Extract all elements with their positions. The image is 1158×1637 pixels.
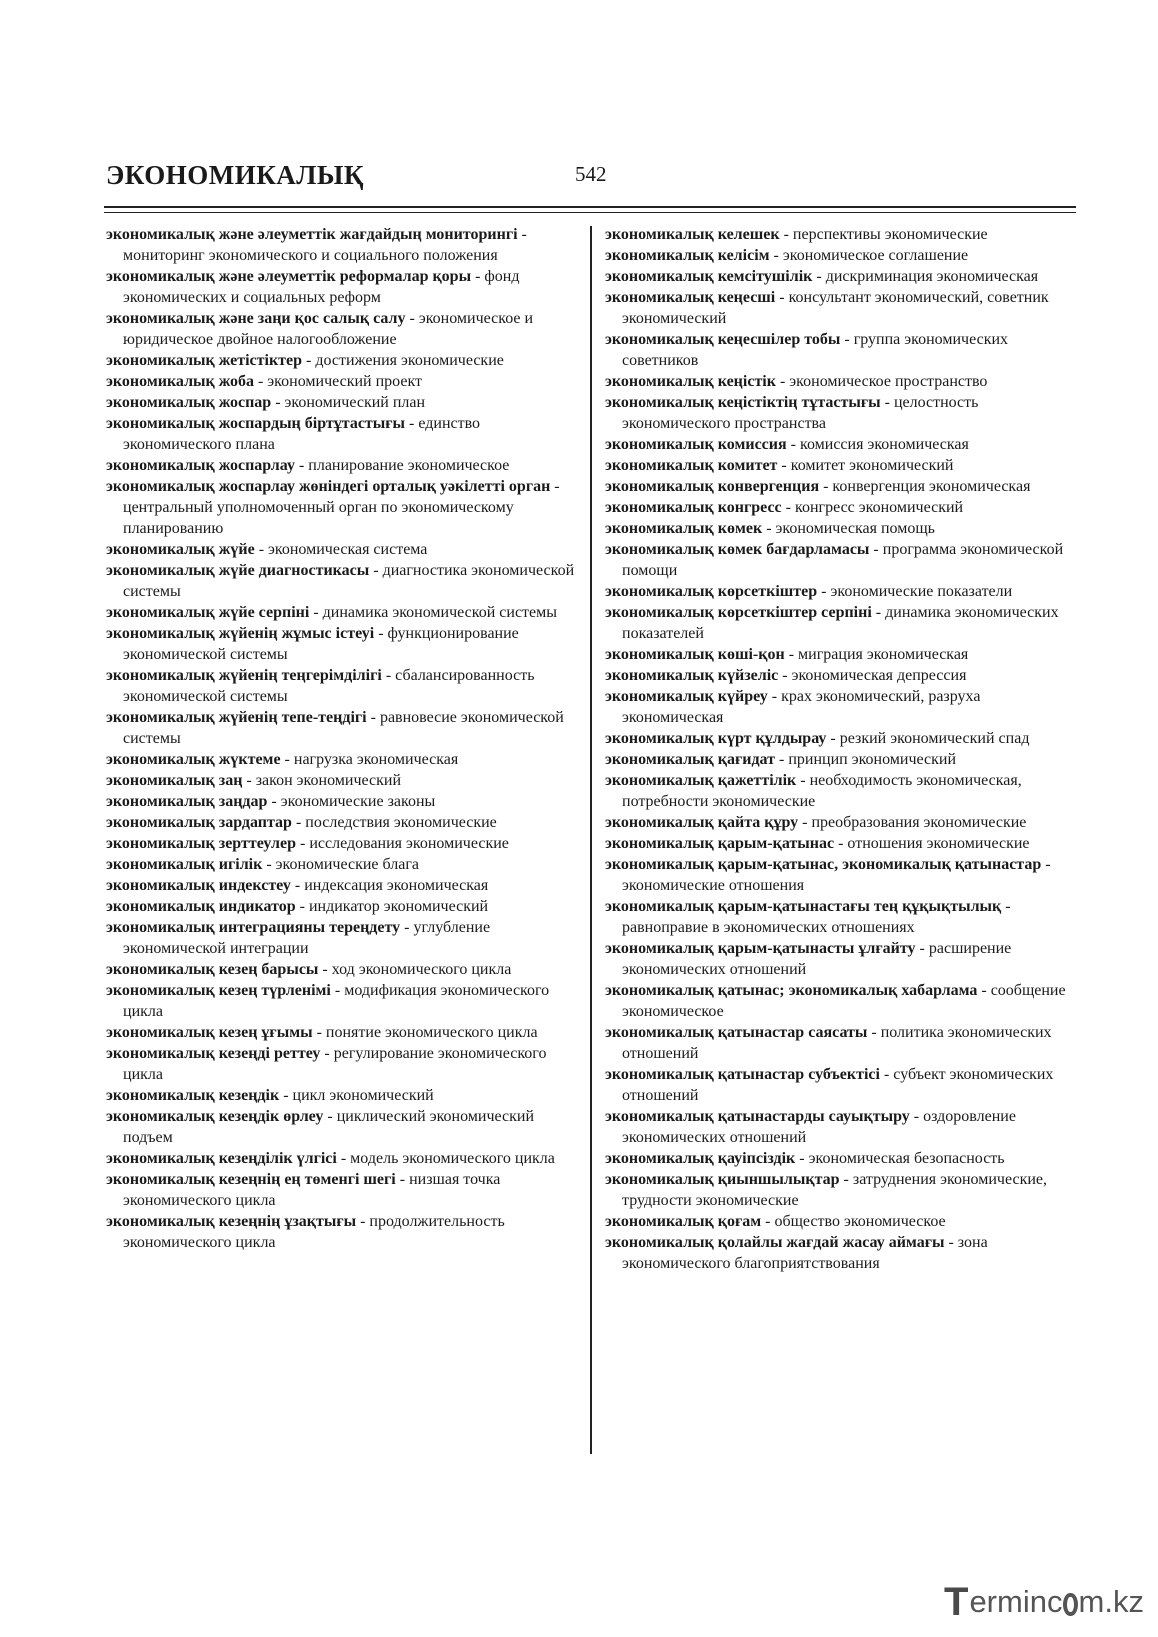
entry-definition: центральный уполномоченный орган по экономическому планированию: [123, 499, 514, 537]
dictionary-entry: [106, 623, 580, 665]
dictionary-entry: [605, 1106, 1079, 1148]
entry-separator: -: [302, 352, 316, 369]
entry-separator: -: [254, 541, 269, 558]
dictionary-entry: [106, 1211, 580, 1253]
dictionary-entry: [106, 770, 580, 791]
dictionary-entry: [605, 329, 1079, 371]
entry-separator: -: [915, 940, 929, 957]
dictionary-entry: [605, 434, 1079, 455]
entry-definition: экономическая безопасность: [808, 1150, 1005, 1167]
dictionary-entry: [106, 224, 580, 266]
entry-definition: исследования экономические: [309, 835, 509, 852]
entry-definition: крах экономический, разруха экономическая: [622, 688, 981, 726]
entry-definition: модификация экономического цикла: [123, 982, 550, 1020]
dictionary-entry: [106, 371, 580, 392]
entry-term: экономикалық кезеңділік үлгісі: [106, 1150, 337, 1167]
entry-separator: -: [779, 226, 793, 243]
dictionary-entry: [605, 371, 1079, 392]
entry-definition: конгресс экономический: [794, 499, 964, 516]
entry-definition: преобразования экономические: [811, 814, 1027, 831]
dictionary-entry: [106, 476, 580, 539]
entry-definition: экономическая система: [268, 541, 428, 558]
entry-term: экономикалық қарым-қатынас, экономикалық қатынастар: [605, 856, 1042, 873]
dictionary-entry: [605, 980, 1079, 1022]
entry-separator: -: [880, 394, 894, 411]
entry-definition: необходимость экономическая, потребности экономические: [622, 772, 1022, 810]
entry-term: экономикалық кезеңді реттеу: [106, 1045, 321, 1062]
entry-term: экономикалық заң: [106, 772, 243, 789]
entry-separator: -: [796, 772, 810, 789]
entry-term: экономикалық қатынастар субъектісі: [605, 1066, 880, 1083]
entry-definition: фонд экономических и социальных реформ: [123, 268, 520, 306]
entry-separator: -: [312, 1024, 326, 1041]
entry-term: экономикалық қажеттілік: [605, 772, 797, 789]
entry-separator: -: [775, 373, 790, 390]
entry-term: экономикалық кезең барысы: [106, 961, 319, 978]
entry-separator: -: [330, 982, 345, 999]
entry-definition: низшая точка экономического цикла: [123, 1171, 501, 1209]
dictionary-entry: [106, 980, 580, 1022]
entry-term: экономикалық және әлеуметтік жағдайдың мониторингі: [106, 226, 518, 243]
entry-definition: комиссия экономическая: [799, 436, 969, 453]
entry-definition: равноправие в экономических отношениях: [622, 919, 915, 936]
entry-separator: -: [400, 919, 414, 936]
dictionary-entry: [605, 665, 1079, 686]
dictionary-entry: [605, 287, 1079, 329]
dictionary-entry: [605, 833, 1079, 854]
dictionary-entry: [605, 1064, 1079, 1106]
entry-term: экономикалық жүйенің теңгерімділігі: [106, 667, 382, 684]
entry-term: экономикалық кеңесшілер тобы: [605, 331, 841, 348]
entry-separator: -: [775, 289, 789, 306]
entry-separator: -: [279, 1087, 293, 1104]
entry-term: экономикалық кезең ұғымы: [106, 1024, 313, 1041]
entry-separator: -: [242, 772, 256, 789]
dictionary-entry: [106, 896, 580, 917]
entry-separator: -: [778, 667, 792, 684]
header-rule-thick: [104, 206, 1076, 208]
entry-definition: общество экономическое: [774, 1213, 946, 1230]
entry-definition: экономическое и юридическое двойное налогообложение: [123, 310, 534, 348]
entry-definition: принцип экономический: [788, 751, 957, 768]
dictionary-entry: [106, 854, 580, 875]
dictionary-entry: [106, 917, 580, 959]
dictionary-entry: [605, 455, 1079, 476]
entry-term: экономикалық қарым-қатынастағы тең құқықтылық: [605, 898, 1002, 915]
dictionary-entry: [106, 602, 580, 623]
entry-definition: экономическая депрессия: [791, 667, 967, 684]
entry-term: экономикалық кезеңдік өрлеу: [106, 1108, 324, 1125]
entry-definition: понятие экономического цикла: [325, 1024, 538, 1041]
entry-definition: резкий экономический спад: [839, 730, 1030, 747]
dictionary-entry: [605, 854, 1079, 896]
dictionary-entry: [106, 1148, 580, 1169]
entry-definition: циклический экономический подъем: [123, 1108, 535, 1146]
dictionary-entry: [106, 308, 580, 350]
entry-separator: -: [294, 457, 309, 474]
entry-term: экономикалық жүйенің жұмыс істеуі: [106, 625, 375, 642]
entry-definition: динамика экономических показателей: [622, 604, 1059, 642]
dictionary-entry: [605, 602, 1079, 644]
dictionary-entry: [605, 1148, 1079, 1169]
dictionary-entry: [106, 665, 580, 707]
entry-term: экономикалық жоспар: [106, 394, 272, 411]
entry-definition: сбалансированность экономической системы: [123, 667, 535, 705]
dictionary-entry: [106, 749, 580, 770]
entry-separator: -: [777, 457, 791, 474]
logo-text-part2: m: [1078, 1584, 1105, 1619]
entry-separator: -: [374, 625, 388, 642]
entry-separator: -: [366, 709, 380, 726]
entry-term: экономикалық және заңи қос салық салу: [106, 310, 406, 327]
entry-definition: углубление экономической интеграции: [123, 919, 491, 957]
entry-separator: -: [253, 373, 268, 390]
entry-separator: -: [309, 604, 323, 621]
entry-definition: отношения экономические: [847, 835, 1030, 852]
entry-definition: закон экономический: [255, 772, 401, 789]
entry-definition: экономические блага: [275, 856, 420, 873]
entry-separator: -: [817, 583, 831, 600]
dictionary-entry: [106, 1022, 580, 1043]
dictionary-entry: [605, 1022, 1079, 1064]
entry-term: экономикалық зерттеулер: [106, 835, 296, 852]
entry-term: экономикалық кеңесші: [605, 289, 776, 306]
entry-separator: -: [795, 1150, 809, 1167]
entry-definition: экономические отношения: [622, 877, 805, 894]
entry-separator: -: [819, 478, 833, 495]
entry-separator: -: [267, 793, 281, 810]
entry-term: экономикалық қатынастарды сауықтыру: [605, 1108, 910, 1125]
dictionary-entry: [106, 1043, 580, 1085]
entry-separator: -: [781, 499, 795, 516]
entry-definition: ход экономического цикла: [331, 961, 512, 978]
dictionary-entry: [106, 875, 580, 896]
entry-term: экономикалық заңдар: [106, 793, 268, 810]
entry-separator: -: [784, 646, 799, 663]
entry-definition: экономическая помощь: [775, 520, 935, 537]
dictionary-entry: [605, 686, 1079, 728]
entry-term: экономикалық жүктеме: [106, 751, 281, 768]
entry-term: экономикалық көші-қон: [605, 646, 785, 663]
dictionary-entry: [605, 518, 1079, 539]
entry-definition: цикл экономический: [292, 1087, 434, 1104]
entry-separator: -: [761, 1213, 775, 1230]
dictionary-entry: [605, 644, 1079, 665]
entry-definition: экономический план: [284, 394, 426, 411]
entry-definition: консультант экономический, советник экономический: [622, 289, 1049, 327]
entry-term: экономикалық күрт құлдырау: [605, 730, 827, 747]
entry-term: экономикалық көмек бағдарламасы: [605, 541, 870, 558]
entry-term: экономикалық қағидат: [605, 751, 775, 768]
entry-separator: -: [262, 856, 276, 873]
entry-term: экономикалық зардаптар: [106, 814, 292, 831]
entry-definition: индексация экономическая: [304, 877, 489, 894]
page-title: ЭКОНОМИКАЛЫҚ: [106, 160, 364, 190]
dictionary-entry: [605, 581, 1079, 602]
entry-definition: равновесие экономической системы: [123, 709, 564, 747]
dictionary-entry: [106, 413, 580, 455]
entry-separator: -: [944, 1234, 958, 1251]
entry-definition: экономическое соглашение: [782, 247, 969, 264]
entry-definition: индикатор экономический: [308, 898, 489, 915]
entry-term: экономикалық қатынастар саясаты: [605, 1024, 868, 1041]
logo-ring-icon: [1063, 1593, 1077, 1616]
entry-term: экономикалық қолайлы жағдай жасау аймағы: [605, 1234, 945, 1251]
entry-term: экономикалық кезең түрленімі: [106, 982, 331, 999]
entry-definition: миграция экономическая: [798, 646, 969, 663]
dictionary-entry: [605, 896, 1079, 938]
entry-definition: затруднения экономические, трудности экономические: [622, 1171, 1047, 1209]
entry-definition: достижения экономические: [315, 352, 504, 369]
dictionary-entry: [605, 392, 1079, 434]
entry-term: экономикалық кемсітушілік: [605, 268, 813, 285]
entry-term: экономикалық келісім: [605, 247, 770, 264]
entry-separator: -: [336, 1150, 351, 1167]
entry-definition: субъект экономических отношений: [622, 1066, 1054, 1104]
entry-separator: -: [869, 541, 883, 558]
entry-definition: продолжительность экономического цикла: [123, 1213, 505, 1251]
dictionary-entry: [106, 266, 580, 308]
entry-separator: -: [977, 982, 991, 999]
entry-separator: -: [769, 247, 783, 264]
entry-separator: -: [405, 415, 419, 432]
dictionary-entry: [605, 938, 1079, 980]
entry-separator: -: [840, 331, 854, 348]
entry-separator: -: [356, 1213, 370, 1230]
entry-separator: -: [291, 814, 306, 831]
entry-term: экономикалық комиссия: [605, 436, 787, 453]
entry-term: экономикалық кезеңнің ұзақтығы: [106, 1213, 357, 1230]
logo-text-part3: kz: [1113, 1584, 1144, 1619]
left-column: [106, 224, 580, 1253]
entry-definition: группа экономических советников: [622, 331, 1009, 369]
entry-definition: оздоровление экономических отношений: [622, 1108, 1016, 1146]
entry-separator: -: [812, 268, 826, 285]
entry-term: экономикалық интеграцияны тереңдету: [106, 919, 401, 936]
dictionary-entry: [605, 1211, 1079, 1232]
dictionary-entry: [106, 560, 580, 602]
entry-term: экономикалық күйреу: [605, 688, 768, 705]
entry-term: экономикалық және әлеуметтік реформалар қоры: [106, 268, 472, 285]
entry-definition: функционирование экономической системы: [123, 625, 519, 663]
dictionary-entry: [106, 812, 580, 833]
entry-definition: экономические законы: [280, 793, 436, 810]
entry-term: экономикалық жоспарлау жөніндегі орталық уәкілетті орган: [106, 478, 551, 495]
entry-definition: конвергенция экономическая: [832, 478, 1031, 495]
entry-separator: -: [826, 730, 840, 747]
entry-definition: перспективы экономические: [792, 226, 988, 243]
dictionary-entry: [106, 1106, 580, 1148]
entry-separator: -: [839, 1171, 853, 1188]
entry-definition: экономические показатели: [830, 583, 1013, 600]
entry-term: экономикалық кеңістік: [605, 373, 776, 390]
entry-term: экономикалық кезеңдік: [106, 1087, 280, 1104]
entry-definition: политика экономических отношений: [622, 1024, 1052, 1062]
column-divider: [590, 226, 592, 1454]
entry-definition: динамика экономической системы: [322, 604, 558, 621]
entry-separator: -: [320, 1045, 334, 1062]
header-rule-thin: [104, 212, 1076, 213]
entry-term: экономикалық жоспарлау: [106, 457, 295, 474]
dictionary-entry: [605, 539, 1079, 581]
entry-definition: расширение экономических отношений: [622, 940, 1012, 978]
dictionary-entry: [605, 476, 1079, 497]
entry-term: экономикалық жүйе серпіні: [106, 604, 310, 621]
entry-definition: дискриминация экономическая: [825, 268, 1039, 285]
entry-separator: -: [295, 898, 309, 915]
entry-term: экономикалық көрсеткіштер: [605, 583, 818, 600]
entry-term: экономикалық конгресс: [605, 499, 782, 516]
entry-definition: зона экономического благоприятствования: [622, 1234, 988, 1272]
entry-definition: диагностика экономической системы: [123, 562, 575, 600]
termincom-logo: [944, 1580, 1144, 1624]
dictionary-entry: [605, 770, 1079, 812]
dictionary-entry: [106, 1085, 580, 1106]
entry-definition: сообщение экономическое: [622, 982, 1066, 1020]
entry-separator: -: [295, 835, 310, 852]
entry-term: экономикалық қарым-қатынас: [605, 835, 835, 852]
dictionary-entry: [106, 833, 580, 854]
logo-text-part1: erminc: [969, 1584, 1063, 1619]
entry-definition: целостность экономического пространства: [622, 394, 979, 432]
entry-term: экономикалық қатынас; экономикалық хабарлама: [605, 982, 978, 999]
entry-definition: нагрузка экономическая: [293, 751, 459, 768]
entry-separator: -: [1001, 898, 1011, 915]
entry-term: экономикалық кеңістіктің тұтастығы: [605, 394, 881, 411]
entry-separator: -: [867, 1024, 881, 1041]
entry-definition: экономическое пространство: [789, 373, 988, 390]
entry-term: экономикалық күйзеліс: [605, 667, 779, 684]
entry-separator: -: [318, 961, 332, 978]
dictionary-entry: [605, 497, 1079, 518]
entry-separator: -: [290, 877, 305, 894]
dictionary-entry: [106, 791, 580, 812]
dictionary-entry: [605, 245, 1079, 266]
entry-definition: экономический проект: [267, 373, 423, 390]
entry-term: экономикалық комитет: [605, 457, 778, 474]
entry-term: экономикалық жүйенің тепе-теңдігі: [106, 709, 367, 726]
dictionary-entry: [605, 224, 1079, 245]
entry-term: экономикалық кезеңнің ең төменгі шегі: [106, 1171, 396, 1188]
entry-separator: -: [369, 562, 383, 579]
entry-separator: -: [323, 1108, 337, 1125]
dictionary-entry: [106, 455, 580, 476]
entry-separator: -: [879, 1066, 894, 1083]
entry-separator: -: [786, 436, 800, 453]
dictionary-entry: [106, 959, 580, 980]
entry-term: экономикалық қоғам: [605, 1213, 762, 1230]
logo-dot: .: [1104, 1584, 1113, 1619]
entry-separator: -: [775, 751, 789, 768]
entry-term: экономикалық индекстеу: [106, 877, 291, 894]
entry-term: экономикалық қауіпсіздік: [605, 1150, 796, 1167]
dictionary-entry: [106, 392, 580, 413]
dictionary-entry: [605, 728, 1079, 749]
logo-letter-t: T: [944, 1579, 969, 1624]
entry-term: экономикалық жетістіктер: [106, 352, 303, 369]
entry-term: экономикалық конвергенция: [605, 478, 820, 495]
dictionary-entry: [106, 350, 580, 371]
entry-definition: регулирование экономического цикла: [123, 1045, 547, 1083]
entry-definition: планирование экономическое: [308, 457, 510, 474]
dictionary-entry: [605, 1169, 1079, 1211]
entry-term: экономикалық жоба: [106, 373, 254, 390]
entry-definition: мониторинг экономического и социального положения: [123, 247, 498, 264]
entry-term: экономикалық игілік: [106, 856, 263, 873]
entry-separator: -: [798, 814, 812, 831]
entry-separator: -: [762, 520, 776, 537]
entry-term: экономикалық қарым-қатынасты ұлғайту: [605, 940, 916, 957]
entry-term: экономикалық жүйе: [106, 541, 255, 558]
entry-separator: -: [280, 751, 294, 768]
entry-separator: -: [1041, 856, 1051, 873]
dictionary-entry: [106, 707, 580, 749]
entry-separator: -: [271, 394, 285, 411]
entry-definition: комитет экономический: [790, 457, 954, 474]
entry-term: экономикалық келешек: [605, 226, 780, 243]
entry-separator: -: [381, 667, 396, 684]
entry-separator: -: [405, 310, 419, 327]
entry-term: экономикалық индикатор: [106, 898, 296, 915]
dictionary-entry: [605, 812, 1079, 833]
dictionary-entry: [106, 539, 580, 560]
entry-separator: -: [767, 688, 782, 705]
entry-definition: последствия экономические: [305, 814, 497, 831]
dictionary-entry: [605, 749, 1079, 770]
dictionary-entry: [106, 1169, 580, 1211]
page-number: 542: [575, 162, 607, 186]
entry-separator: -: [550, 478, 560, 495]
entry-separator: -: [517, 226, 527, 243]
entry-term: экономикалық жоспардың біртұтастығы: [106, 415, 406, 432]
entry-term: экономикалық жүйе диагностикасы: [106, 562, 370, 579]
entry-definition: модель экономического цикла: [350, 1150, 555, 1167]
entry-definition: программа экономической помощи: [622, 541, 1064, 579]
entry-separator: -: [909, 1108, 924, 1125]
entry-separator: -: [871, 604, 886, 621]
entry-term: экономикалық қайта құру: [605, 814, 799, 831]
entry-separator: -: [834, 835, 848, 852]
entry-term: экономикалық қиыншылықтар: [605, 1171, 840, 1188]
entry-term: экономикалық көмек: [605, 520, 763, 537]
right-column: [605, 224, 1079, 1274]
entry-separator: -: [395, 1171, 410, 1188]
entry-definition: единство экономического плана: [123, 415, 481, 453]
entry-term: экономикалық көрсеткіштер серпіні: [605, 604, 872, 621]
dictionary-entry: [605, 266, 1079, 287]
dictionary-entry: [605, 1232, 1079, 1274]
entry-separator: -: [471, 268, 485, 285]
